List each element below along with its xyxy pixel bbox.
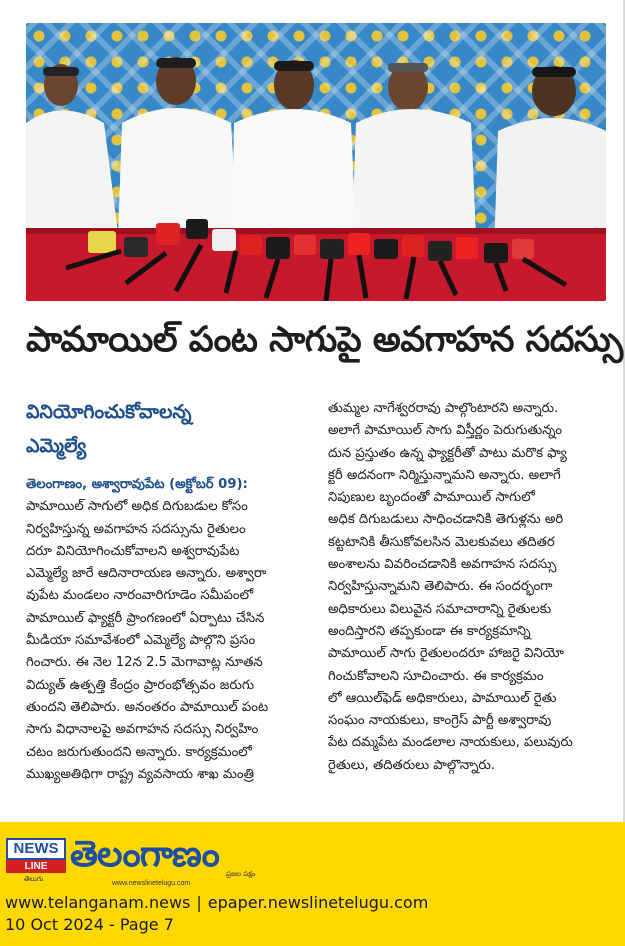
- text-line: మీడియా సమావేశంలో ఎమ్మెల్యే పాల్గొని ప్రసం: [26, 633, 256, 649]
- subheadline-line-1: వినియోగించుకోవాలన్న: [26, 401, 192, 423]
- article-left-column: [26, 474, 302, 786]
- epaper-footer: [0, 822, 625, 946]
- telanganam-brand: తెలంగాణం: [70, 834, 219, 875]
- text-line: విద్యుత్ ఉత్పత్తి కేంద్రం ప్రారంభోత్సవం జరుగు: [26, 677, 255, 693]
- text-line: అధిక దిగుబడులు సాధించడానికి తెగుళ్లను అరి: [328, 512, 564, 528]
- text-line: అలాగే పామాయిల్ సాగు విస్తీర్ణం పెరుగుతున్నం: [328, 423, 562, 439]
- brand-url: www.newslinetelugu.com: [112, 880, 191, 887]
- article-dateline: తెలంగాణం, అశ్వారావుపేట (అక్టోబర్ 09):: [26, 477, 248, 492]
- text-line: క్టరీ అదనంగా నిర్మిస్తున్నామని అన్నారు. అలాగే: [328, 467, 561, 483]
- text-line: అంశాలను వివరించడానికి అవగాహన సదస్సు: [328, 557, 557, 573]
- text-line: రైతులు, తదితరులు పాల్గొన్నారు.: [328, 757, 496, 773]
- text-line: పామాయిల్ సాగులో అధిక దిగుబడుల కోసం: [26, 499, 248, 515]
- text-line: చటం జరుగుతుందని అన్నారు. కార్యక్రమంలో: [26, 744, 252, 760]
- footer-links: [5, 892, 428, 914]
- brand-tagline: ప్రజల పక్షం: [226, 870, 256, 878]
- date-page-label: 10 Oct 2024 - Page 7: [5, 915, 174, 934]
- text-line: లో ఆయిల్‌ఫెడ్ అధికారులు, పామాయిల్ రైతు: [328, 690, 557, 706]
- text-line: కట్టటానికి తీసుకోవలసిన మెలకువలు తదితర: [328, 534, 555, 550]
- text-line: నిర్వహిస్తున్న అవగాహన సదస్సును రైతులం: [26, 521, 246, 537]
- text-line: దరూ వినియోగించుకోవాలని అశ్వరావుపేట: [26, 543, 240, 559]
- link-separator: |: [196, 893, 202, 912]
- logo-small-text: తెలుగు: [24, 875, 44, 883]
- text-line: తుమ్మల నాగేశ్వరరావు పాల్గొంటారని అన్నారు.: [328, 401, 559, 416]
- text-line: ముఖ్యఅతిథిగా రాష్ట్ర వ్యవసాయ శాఖ మంత్రి: [26, 766, 254, 782]
- press-meet-photo: [26, 23, 606, 301]
- epaper-link[interactable]: epaper.newslinetelugu.com: [207, 893, 429, 912]
- text-line: తుందని తెలిపారు. అనంతరం పామాయిల్ పంట: [26, 699, 269, 715]
- newsline-logo: [6, 838, 66, 883]
- text-line: ఎమ్మెల్యే జారే ఆదినారాయణ అన్నారు. అశ్వారా: [26, 566, 267, 582]
- text-line: సాగు విధానాలపై అవగాహన సదస్సు నిర్వహిం: [26, 722, 259, 738]
- press-meet-illustration: [26, 23, 606, 301]
- text-line: నిర్వహిస్తున్నామని తెలిపారు. ఈ సందర్భంగా: [328, 579, 553, 595]
- article-headline: పామాయిల్ పంట సాగుపై అవగాహన సదస్సు: [26, 320, 623, 360]
- site-link[interactable]: www.telanganam.news: [5, 893, 191, 912]
- text-line: పామాయిల్ ఫ్యాక్టరీ ప్రాంగణంలో ఏర్పాటు చేసిన: [26, 610, 265, 626]
- logo-news-text: NEWS: [6, 838, 66, 860]
- text-line: అందిస్తారని తప్పకుండా ఈ కార్యక్రమాన్ని: [328, 623, 531, 639]
- subheadline-line-2: ఎమ్మెల్యే: [26, 435, 87, 457]
- text-line: సంఘం నాయకులు, కాంగ్రెస్ పార్టీ అశ్వారావు: [328, 713, 552, 729]
- text-line: పేట దమ్మపేట మండలాల నాయకులు, పలువురు: [328, 735, 573, 751]
- text-line: దున ప్రస్తుతం ఉన్న ఫ్యాక్టరీతో పాటు మరొక ఫ్యా: [328, 445, 567, 461]
- text-line: గించుకోవాలని సూచించారు. ఈ కార్యక్రమం: [328, 668, 544, 684]
- text-line: వుపేట మండలం నారంవారిగూడెం సమీపంలో: [26, 588, 254, 604]
- article-subheadline: [26, 395, 286, 463]
- text-line: గించారు. ఈ నెల 12న 2.5 మెగావాట్ల నూతన: [26, 655, 263, 671]
- logo-line-text: LINE: [6, 860, 66, 873]
- text-line: పామాయిల్ సాగు రైతులందరూ హాజరై వినియో: [328, 646, 564, 662]
- text-line: నిపుణుల బృందంతో పామాయిల్ సాగులో: [328, 490, 535, 506]
- text-line: అధికారులు విలువైన సమాచారాన్ని రైతులకు: [328, 601, 552, 617]
- article-right-column: [328, 398, 606, 777]
